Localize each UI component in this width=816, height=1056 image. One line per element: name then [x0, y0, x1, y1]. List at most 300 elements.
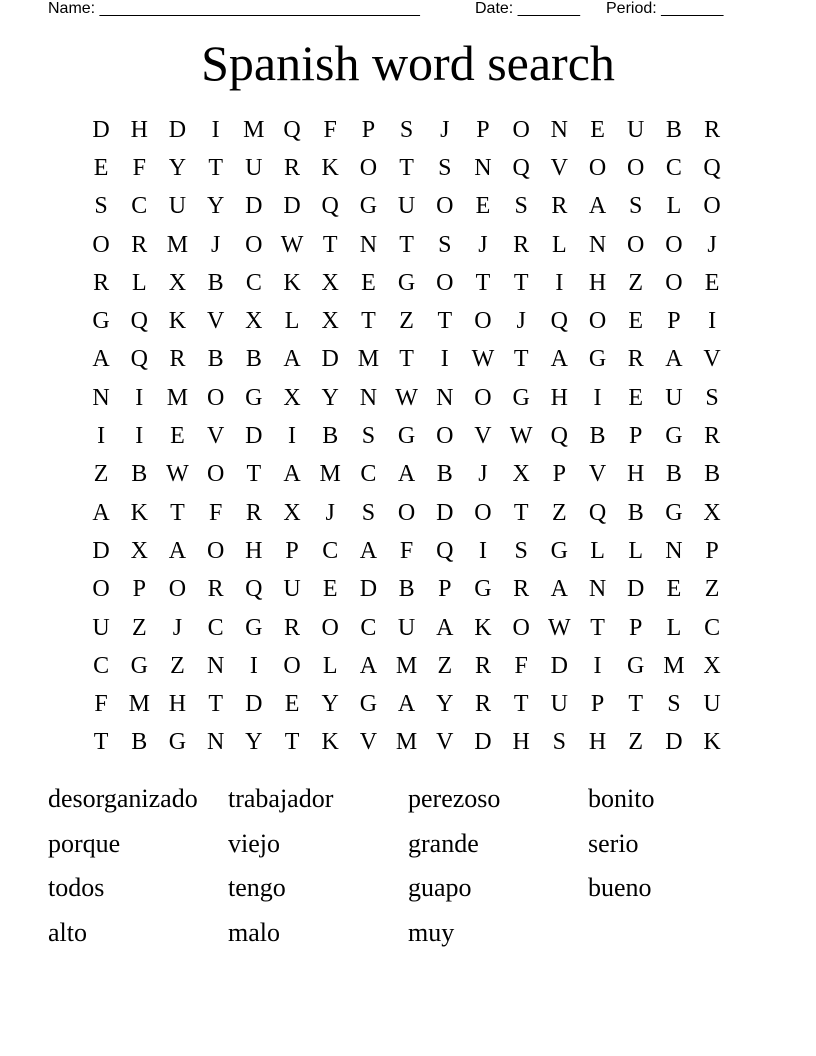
grid-letter[interactable]: N [206, 652, 225, 679]
grid-letter[interactable]: M [357, 346, 380, 373]
grid-letter[interactable]: W [395, 384, 418, 411]
student-info-header [48, 0, 748, 20]
grid-letter[interactable]: T [513, 346, 529, 373]
grid-letter[interactable]: B [627, 499, 644, 526]
grid-letter[interactable]: M [243, 116, 265, 143]
grid-letter[interactable]: R [284, 614, 301, 641]
grid-letter[interactable]: S [399, 116, 414, 143]
grid-letter[interactable]: G [474, 576, 492, 603]
grid-letter[interactable]: Y [168, 154, 187, 181]
grid-letter[interactable]: Q [245, 576, 263, 603]
grid-letter[interactable]: T [93, 729, 109, 756]
grid-letter[interactable]: O [436, 423, 454, 450]
grid-letter[interactable]: P [285, 537, 299, 564]
grid-letter[interactable]: D [474, 729, 492, 756]
grid-letter[interactable]: G [627, 652, 645, 679]
grid-letter[interactable]: R [284, 154, 301, 181]
grid-letter[interactable]: A [665, 346, 683, 373]
grid-letter[interactable]: E [322, 576, 338, 603]
grid-row [82, 226, 732, 264]
grid-letter[interactable]: P [629, 423, 643, 450]
grid-letter[interactable]: Z [131, 614, 147, 641]
grid-letter[interactable]: Q [130, 346, 148, 373]
grid-letter[interactable]: J [440, 116, 450, 143]
grid-letter[interactable]: O [474, 384, 492, 411]
grid-letter[interactable]: N [474, 154, 492, 181]
grid-letter[interactable]: U [283, 576, 301, 603]
grid-letter[interactable]: T [208, 691, 223, 718]
grid-letter[interactable]: U [397, 614, 416, 641]
grid-letter[interactable]: V [206, 423, 225, 450]
grid-letter[interactable]: C [322, 537, 339, 564]
grid-letter[interactable]: W [471, 346, 495, 373]
grid-letter[interactable]: T [475, 269, 491, 296]
grid-letter[interactable]: P [629, 614, 643, 641]
grid-letter[interactable]: K [130, 499, 148, 526]
grid-letter[interactable]: E [628, 308, 644, 335]
grid-letter[interactable]: O [92, 231, 110, 258]
grid-letter[interactable]: C [665, 154, 682, 181]
grid-letter[interactable]: A [92, 346, 110, 373]
grid-letter[interactable]: N [359, 384, 378, 411]
grid-letter[interactable]: S [629, 193, 643, 220]
grid-letter[interactable]: Z [704, 576, 720, 603]
grid-letter[interactable]: O [588, 308, 607, 335]
grid-letter[interactable]: M [128, 691, 150, 718]
grid-letter[interactable]: A [359, 537, 378, 564]
grid-letter[interactable]: D [168, 116, 187, 143]
grid-letter[interactable]: Q [130, 308, 148, 335]
grid-letter[interactable]: R [627, 346, 644, 373]
grid-letter[interactable]: H [627, 461, 645, 488]
grid-letter[interactable]: O [474, 499, 492, 526]
grid-letter[interactable]: I [593, 652, 602, 679]
grid-letter[interactable]: Z [93, 461, 109, 488]
grid-letter[interactable]: A [397, 691, 416, 718]
grid-letter[interactable]: X [703, 652, 721, 679]
grid-letter[interactable]: N [206, 729, 225, 756]
grid-letter[interactable]: E [475, 193, 491, 220]
grid-letter[interactable]: A [359, 652, 378, 679]
grid-letter[interactable]: X [703, 499, 721, 526]
grid-letter[interactable]: E [170, 423, 185, 450]
grid-letter[interactable]: N [588, 231, 607, 258]
grid-letter[interactable]: X [130, 537, 148, 564]
grid-letter[interactable]: P [552, 461, 567, 488]
grid-letter[interactable]: P [361, 116, 376, 143]
grid-letter[interactable]: S [705, 384, 719, 411]
grid-letter[interactable]: F [399, 537, 414, 564]
grid-letter[interactable]: C [704, 614, 721, 641]
grid-letter[interactable]: N [665, 537, 683, 564]
grid-letter[interactable]: O [588, 154, 607, 181]
grid-letter[interactable]: Z [399, 308, 414, 335]
grid-letter[interactable]: M [395, 729, 418, 756]
grid-letter[interactable]: A [436, 614, 454, 641]
grid-letter[interactable]: L [666, 614, 682, 641]
grid-letter[interactable]: O [245, 231, 263, 258]
grid-letter[interactable]: O [436, 193, 454, 220]
grid-letter[interactable]: Q [512, 154, 530, 181]
grid-letter[interactable]: S [514, 193, 528, 220]
grid-letter[interactable]: T [284, 729, 300, 756]
grid-letter[interactable]: P [476, 116, 490, 143]
grid-letter[interactable]: G [397, 423, 416, 450]
grid-letter[interactable]: G [130, 652, 148, 679]
grid-letter[interactable]: Z [170, 652, 185, 679]
grid-letter[interactable]: E [361, 269, 376, 296]
grid-letter[interactable]: A [588, 193, 607, 220]
grid-letter[interactable]: O [283, 652, 301, 679]
grid-letter[interactable]: F [94, 691, 108, 718]
grid-letter[interactable]: U [550, 691, 569, 718]
grid-letter[interactable]: I [440, 346, 449, 373]
grid-letter[interactable]: G [245, 614, 263, 641]
grid-letter[interactable]: A [283, 346, 301, 373]
grid-letter[interactable]: O [168, 576, 187, 603]
grid-letter[interactable]: A [397, 461, 416, 488]
grid-letter[interactable]: B [589, 423, 606, 450]
grid-letter[interactable]: R [207, 576, 224, 603]
grid-letter[interactable]: M [663, 652, 685, 679]
grid-letter[interactable]: U [397, 193, 416, 220]
grid-letter[interactable]: F [323, 116, 337, 143]
grid-letter[interactable]: W [548, 614, 571, 641]
grid-letter[interactable]: B [131, 461, 148, 488]
grid-letter[interactable]: S [438, 231, 452, 258]
grid-letter[interactable]: M [395, 652, 418, 679]
grid-letter[interactable]: D [283, 193, 301, 220]
grid-letter[interactable]: M [166, 384, 189, 411]
grid-letter[interactable]: I [555, 269, 564, 296]
grid-letter[interactable]: Q [436, 537, 454, 564]
grid-letter[interactable]: R [551, 193, 568, 220]
grid-letter[interactable]: B [131, 729, 148, 756]
grid-letter[interactable]: T [399, 231, 414, 258]
grid-letter[interactable]: Z [437, 652, 453, 679]
grid-letter[interactable]: G [550, 537, 569, 564]
grid-letter[interactable]: F [132, 154, 146, 181]
grid-letter[interactable]: T [513, 269, 529, 296]
grid-letter[interactable]: W [280, 231, 304, 258]
grid-letter[interactable]: O [206, 537, 225, 564]
grid-letter[interactable]: D [245, 423, 263, 450]
grid-letter[interactable]: A [550, 576, 569, 603]
grid-letter[interactable]: B [665, 461, 682, 488]
grid-letter[interactable]: R [93, 269, 110, 296]
grid-letter[interactable]: Q [283, 116, 301, 143]
date-field[interactable]: Date: _______ [475, 0, 580, 17]
grid-letter[interactable]: I [211, 116, 220, 143]
grid-letter[interactable]: Z [552, 499, 567, 526]
grid-letter[interactable]: A [92, 499, 110, 526]
grid-letter[interactable]: S [438, 154, 452, 181]
grid-letter[interactable]: L [284, 308, 300, 335]
grid-letter[interactable]: M [319, 461, 341, 488]
grid-letter[interactable]: L [628, 537, 644, 564]
grid-letter[interactable]: A [168, 537, 187, 564]
grid-letter[interactable]: T [437, 308, 453, 335]
grid-letter[interactable]: G [359, 691, 378, 718]
grid-letter[interactable]: J [210, 231, 221, 258]
grid-letter[interactable]: V [436, 729, 454, 756]
grid-letter[interactable]: O [321, 614, 339, 641]
grid-letter[interactable]: I [135, 423, 144, 450]
grid-letter[interactable]: L [131, 269, 147, 296]
grid-letter[interactable]: B [665, 116, 682, 143]
grid-letter[interactable]: O [92, 576, 110, 603]
grid-letter[interactable]: O [665, 231, 683, 258]
grid-letter[interactable]: H [588, 729, 607, 756]
grid-letter[interactable]: U [245, 154, 263, 181]
grid-letter[interactable]: X [283, 384, 301, 411]
grid-letter[interactable]: D [321, 346, 339, 373]
grid-letter[interactable]: D [665, 729, 683, 756]
grid-letter[interactable]: H [130, 116, 148, 143]
grid-letter[interactable]: B [436, 461, 453, 488]
grid-letter[interactable]: W [166, 461, 189, 488]
grid-letter[interactable]: T [399, 154, 414, 181]
grid-letter[interactable]: E [93, 154, 109, 181]
grid-letter[interactable]: S [552, 729, 567, 756]
grid-letter[interactable]: J [478, 461, 488, 488]
grid-letter[interactable]: T [170, 499, 185, 526]
grid-letter[interactable]: I [593, 384, 602, 411]
grid-letter[interactable]: L [322, 652, 338, 679]
grid-letter[interactable]: J [172, 614, 183, 641]
grid-letter[interactable]: T [322, 231, 338, 258]
grid-letter[interactable]: A [550, 346, 569, 373]
grid-letter[interactable]: S [361, 423, 376, 450]
grid-letter[interactable]: Y [321, 384, 339, 411]
grid-letter[interactable]: C [245, 269, 262, 296]
grid-letter[interactable]: Q [550, 308, 569, 335]
grid-letter[interactable]: D [627, 576, 645, 603]
grid-letter[interactable]: H [512, 729, 530, 756]
page-title: Spanish word search [201, 35, 615, 91]
grid-letter[interactable]: X [283, 499, 301, 526]
period-field[interactable]: Period: _______ [606, 0, 724, 17]
grid-letter[interactable]: C [131, 193, 148, 220]
grid-letter[interactable]: U [627, 116, 645, 143]
grid-letter[interactable]: C [360, 461, 377, 488]
grid-letter[interactable]: U [92, 614, 110, 641]
grid-letter[interactable]: N [92, 384, 110, 411]
grid-letter[interactable]: O [206, 384, 225, 411]
grid-letter[interactable]: O [627, 231, 645, 258]
grid-letter[interactable]: D [92, 116, 110, 143]
grid-letter[interactable]: B [207, 269, 224, 296]
grid-letter[interactable]: C [93, 652, 110, 679]
grid-letter[interactable]: P [667, 308, 681, 335]
grid-letter[interactable]: G [665, 423, 683, 450]
grid-letter[interactable]: M [166, 231, 189, 258]
grid-letter[interactable]: B [245, 346, 262, 373]
grid-letter[interactable]: L [590, 537, 605, 564]
grid-letter[interactable]: A [283, 461, 301, 488]
grid-letter[interactable]: U [168, 193, 187, 220]
grid-letter[interactable]: Q [588, 499, 607, 526]
grid-letter[interactable]: J [516, 308, 526, 335]
word-list [48, 779, 768, 958]
grid-letter[interactable]: T [628, 691, 644, 718]
grid-letter[interactable]: G [359, 193, 378, 220]
grid-letter[interactable]: R [704, 116, 721, 143]
grid-letter[interactable]: R [704, 423, 721, 450]
grid-letter[interactable]: O [397, 499, 416, 526]
grid-letter[interactable]: V [474, 423, 492, 450]
grid-letter[interactable]: G [512, 384, 530, 411]
grid-letter[interactable]: R [131, 231, 148, 258]
grid-letter[interactable]: R [169, 346, 186, 373]
grid-letter[interactable]: O [474, 308, 492, 335]
grid-letter[interactable]: Q [550, 423, 569, 450]
grid-letter[interactable]: V [359, 729, 378, 756]
grid-letter[interactable]: C [360, 614, 377, 641]
grid-letter[interactable]: F [208, 499, 223, 526]
grid-letter[interactable]: S [667, 691, 681, 718]
grid-letter[interactable]: V [703, 346, 721, 373]
grid-letter[interactable]: V [588, 461, 607, 488]
grid-letter[interactable]: F [514, 652, 528, 679]
grid-letter[interactable]: G [397, 269, 416, 296]
grid-letter[interactable]: I [135, 384, 144, 411]
grid-letter[interactable]: N [436, 384, 454, 411]
grid-letter[interactable]: X [321, 269, 339, 296]
grid-letter[interactable]: H [550, 384, 569, 411]
grid-letter[interactable]: P [132, 576, 146, 603]
grid-letter[interactable]: O [703, 193, 721, 220]
grid-letter[interactable]: E [590, 116, 605, 143]
grid-letter[interactable]: I [478, 537, 487, 564]
grid-letter[interactable]: Y [436, 691, 454, 718]
grid-letter[interactable]: Y [321, 691, 339, 718]
grid-letter[interactable]: O [512, 116, 530, 143]
grid-letter[interactable]: B [398, 576, 415, 603]
grid-letter[interactable]: E [628, 384, 644, 411]
grid-letter[interactable]: G [92, 308, 110, 335]
grid-letter[interactable]: I [249, 652, 258, 679]
grid-letter[interactable]: I [708, 308, 717, 335]
word-list-item: malo [228, 918, 280, 948]
grid-letter[interactable]: R [513, 576, 530, 603]
grid-letter[interactable]: T [513, 691, 529, 718]
grid-letter[interactable]: U [665, 384, 683, 411]
grid-letter[interactable]: R [513, 231, 530, 258]
grid-letter[interactable]: S [94, 193, 108, 220]
grid-letter[interactable]: N [550, 116, 569, 143]
grid-letter[interactable]: G [588, 346, 607, 373]
grid-letter[interactable]: O [627, 154, 645, 181]
grid-letter[interactable]: Z [628, 729, 644, 756]
grid-letter[interactable]: I [288, 423, 297, 450]
grid-letter[interactable]: H [588, 269, 607, 296]
grid-letter[interactable]: O [512, 614, 530, 641]
grid-letter[interactable]: J [478, 231, 488, 258]
grid-letter[interactable]: R [245, 499, 262, 526]
grid-letter[interactable]: B [207, 346, 224, 373]
grid-letter[interactable]: Q [321, 193, 339, 220]
grid-letter[interactable]: X [245, 308, 263, 335]
grid-letter[interactable]: I [97, 423, 106, 450]
grid-letter[interactable]: D [550, 652, 569, 679]
grid-letter[interactable]: T [246, 461, 262, 488]
grid-letter[interactable]: T [361, 308, 376, 335]
grid-letter[interactable]: G [245, 384, 263, 411]
grid-letter[interactable]: O [665, 269, 683, 296]
grid-letter[interactable]: E [704, 269, 720, 296]
grid-letter[interactable]: R [474, 652, 491, 679]
grid-letter[interactable]: J [707, 231, 717, 258]
grid-row [82, 724, 732, 762]
grid-letter[interactable]: N [588, 576, 607, 603]
grid-letter[interactable]: B [322, 423, 339, 450]
grid-letter[interactable]: R [474, 691, 491, 718]
grid-letter[interactable]: L [666, 193, 682, 220]
grid-letter[interactable]: S [361, 499, 376, 526]
grid-letter[interactable]: Y [245, 729, 263, 756]
grid-letter[interactable]: E [666, 576, 682, 603]
grid-letter[interactable]: B [704, 461, 721, 488]
grid-letter[interactable]: H [168, 691, 187, 718]
grid-letter[interactable]: P [705, 537, 719, 564]
grid-letter[interactable]: G [665, 499, 683, 526]
grid-letter[interactable]: T [590, 614, 605, 641]
grid-letter[interactable]: G [168, 729, 187, 756]
grid-letter[interactable]: K [474, 614, 492, 641]
grid-letter[interactable]: T [513, 499, 529, 526]
grid-letter[interactable]: K [703, 729, 721, 756]
word-list-item: guapo [408, 873, 472, 903]
grid-letter[interactable]: O [359, 154, 378, 181]
grid-letter[interactable]: P [590, 691, 605, 718]
grid-letter[interactable]: N [359, 231, 378, 258]
grid-letter[interactable]: E [284, 691, 300, 718]
grid-letter[interactable]: H [245, 537, 263, 564]
grid-letter[interactable]: T [208, 154, 223, 181]
grid-letter[interactable]: L [552, 231, 567, 258]
name-field[interactable]: Name: ____________________________________ [48, 0, 420, 17]
grid-letter[interactable]: W [509, 423, 533, 450]
word-list-item: todos [48, 873, 105, 903]
grid-letter[interactable]: O [206, 461, 225, 488]
grid-letter[interactable]: Y [206, 193, 225, 220]
grid-letter[interactable]: V [206, 308, 225, 335]
grid-letter[interactable]: S [514, 537, 528, 564]
grid-letter[interactable]: D [436, 499, 454, 526]
grid-letter[interactable]: Q [703, 154, 721, 181]
grid-letter[interactable]: D [245, 691, 263, 718]
grid-letter[interactable]: O [436, 269, 454, 296]
grid-letter[interactable]: D [92, 537, 110, 564]
grid-letter[interactable]: D [359, 576, 378, 603]
grid-letter[interactable]: X [321, 308, 339, 335]
grid-letter[interactable]: U [703, 691, 721, 718]
grid-letter[interactable]: J [325, 499, 335, 526]
grid-letter[interactable]: X [512, 461, 530, 488]
grid-letter[interactable]: P [438, 576, 452, 603]
grid-letter[interactable]: T [399, 346, 414, 373]
grid-letter[interactable]: Z [628, 269, 644, 296]
grid-letter[interactable]: V [550, 154, 569, 181]
grid-letter[interactable]: K [321, 729, 339, 756]
grid-letter[interactable]: K [168, 308, 187, 335]
grid-letter[interactable]: C [207, 614, 224, 641]
grid-letter[interactable]: K [283, 269, 301, 296]
grid-letter[interactable]: K [321, 154, 339, 181]
grid-letter[interactable]: X [168, 269, 187, 296]
grid-letter[interactable]: D [245, 193, 263, 220]
